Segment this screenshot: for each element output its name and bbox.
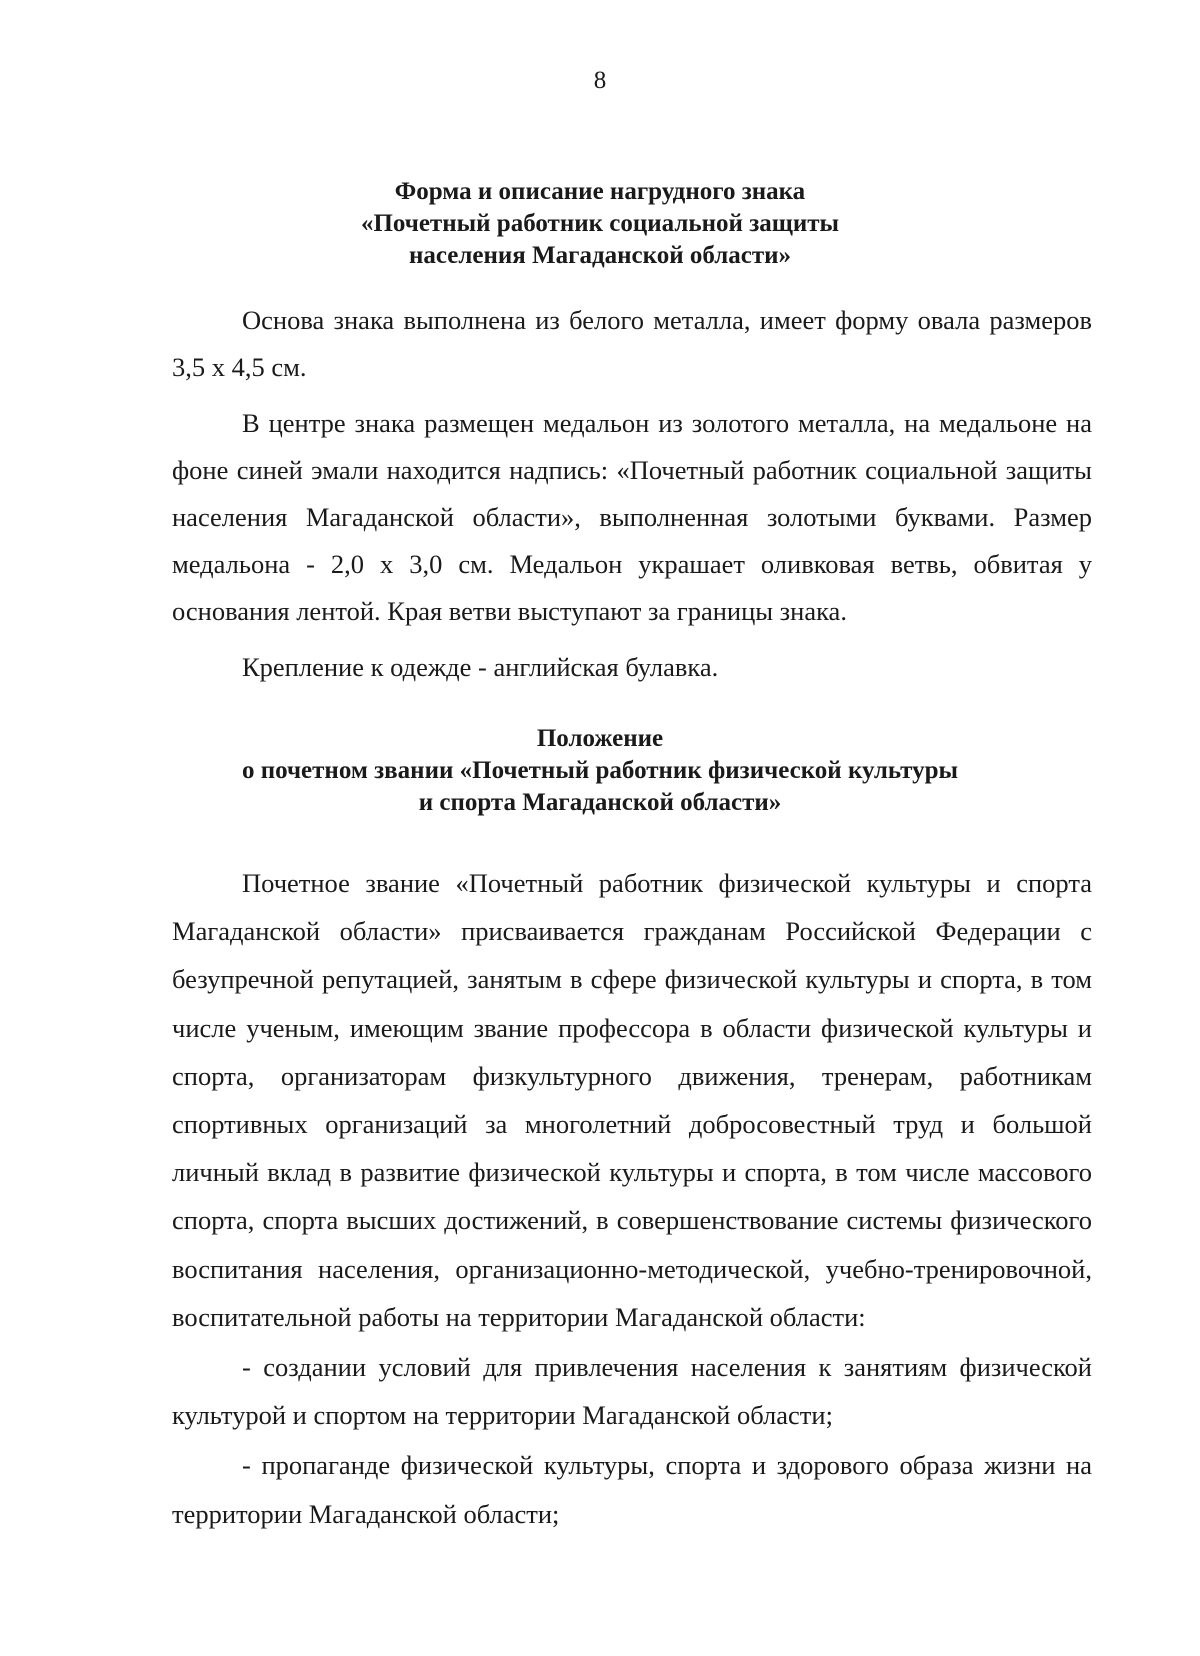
paragraph: Почетное звание «Почетный работник физической культуры и спорта Магаданской области» присваивается гражданам Российской Федерации с безупречной репутацией, занятым в сфере физической культуры и спорта, в том числе ученым, имеющим звание профессора в области физической культуры и спорта, организаторам физкультурного движения, тренерам, работникам спортивных организаций за многолетний добросовестный труд и большой личный вклад в развитие физической культуры и спорта, в том числе массового спорта, спорта высших достижений, в совершенствование системы физического воспитания населения, организационно-методической, учебно-тренировочной, воспитательной работы на территории Магаданской области: [172, 868, 1092, 1332]
regulation-text [172, 859, 1092, 1538]
paragraph: Крепление к одежде - английская булавка. [242, 652, 719, 682]
list-item: - пропаганде физической культуры, спорта и здорового образа жизни на территории Магаданской области; [172, 1450, 1092, 1529]
paragraph: Основа знака выполнена из белого металла, имеет форму овала размеров 3,5 х 4,5 см. [172, 305, 1092, 382]
heading-line: Форма и описание нагрудного знака [394, 178, 806, 205]
heading-line: Положение [536, 725, 664, 752]
list-item: - создании условий для привлечения населения к занятиям физической культурой и спортом на территории Магаданской области; [172, 1352, 1092, 1431]
page-number: 8 [593, 67, 607, 94]
heading-line: о почетном звании «Почетный работник физической культуры [241, 757, 959, 784]
paragraph: В центре знака размещен медальон из золотого металла, на медальоне на фоне синей эмали находится надпись: «Почетный работник социальной защиты населения Магаданской области», выполненная золотыми буквами. Размер медальона - 2,0 х 3,0 см. Медальон украшает оливковая ветвь, обвитая у основания лентой. Края ветви выступают за границы знака. [172, 408, 1092, 626]
heading-line: «Почетный работник социальной защиты [360, 210, 840, 237]
badge-description [172, 297, 1092, 700]
heading-line: населения Магаданской области» [408, 242, 792, 269]
heading-line: и спорта Магаданской области» [418, 789, 782, 816]
regulation-section-heading [120, 723, 1080, 819]
badge-section-heading [120, 176, 1080, 272]
